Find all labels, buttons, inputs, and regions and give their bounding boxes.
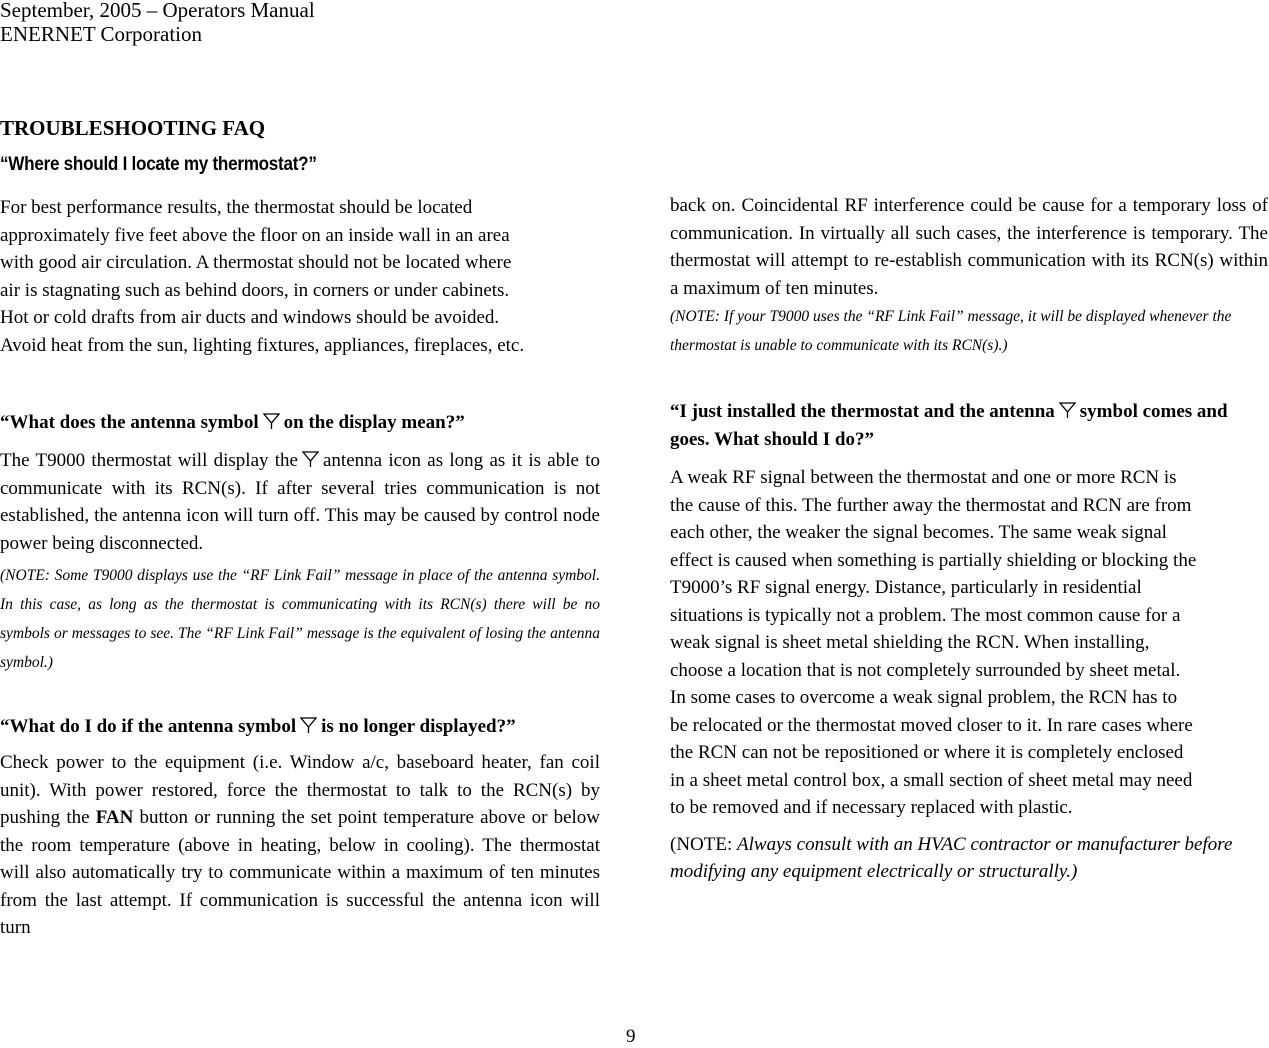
antenna-icon bbox=[300, 716, 317, 734]
antenna-icon bbox=[263, 412, 280, 430]
answer-line: T9000’s RF signal energy. Distance, particularly in residential bbox=[670, 577, 1142, 598]
question-text: “What does the antenna symbol bbox=[0, 412, 259, 433]
fan-button-label: FAN bbox=[95, 807, 134, 828]
answer-line: Avoid heat from the sun, lighting fixtures, appliances, fireplaces, etc. bbox=[0, 334, 525, 356]
answer-line: choose a location that is not completely surrounded by sheet metal. bbox=[670, 659, 1181, 681]
answer-line: effect is caused when something is partially shielding or blocking the bbox=[670, 549, 1197, 571]
question-text: on the display mean?” bbox=[283, 412, 465, 433]
answer-text: button or running the set point temperature above or below the room temperature (above in heating, below in cooling). The thermostat will also automatically try to communicate within a maximum of ten minutes from the last attempt. If communication is successful the antenna icon will turn bbox=[0, 807, 601, 938]
answer-line: be relocated or the thermostat moved closer to it. In rare cases where bbox=[670, 714, 1193, 736]
answer-line: In some cases to overcome a weak signal problem, the RCN has to bbox=[670, 687, 1178, 708]
note-rf-link-fail: (NOTE: Some T9000 displays use the “RF Link Fail” message in place of the antenna symbol. In this case, as long as the thermostat is communicating with its RCN(s) there will be no symbols or messages to see. The “RF Link Fail” message is the equivalent of losing the antenna symbol.) bbox=[0, 567, 600, 671]
header-company: ENERNET Corporation bbox=[0, 22, 203, 46]
answer-line: to be removed and if necessary replaced with plastic. bbox=[670, 797, 1073, 818]
answer-line: For best performance results, the thermostat should be located bbox=[0, 197, 473, 218]
question-antenna-missing bbox=[0, 713, 600, 741]
answer-line: in a sheet metal control box, a small section of sheet metal may need bbox=[670, 769, 1193, 791]
answer-line: each other, the weaker the signal becomes. The same weak signal bbox=[670, 522, 1167, 543]
answer-text: The T9000 thermostat will display the bbox=[0, 450, 298, 471]
antenna-icon bbox=[302, 450, 319, 468]
question-text: “What do I do if the antenna symbol bbox=[0, 716, 297, 737]
note-consult-contractor bbox=[670, 831, 1268, 886]
antenna-icon bbox=[1059, 401, 1076, 419]
answer-line: Hot or cold drafts from air ducts and windows should be avoided. bbox=[0, 307, 500, 328]
answer-antenna-meaning bbox=[0, 447, 600, 557]
answer-line: the cause of this. The further away the thermostat and RCN are from bbox=[670, 494, 1192, 516]
header-manual-date: September, 2005 – Operators Manual bbox=[0, 0, 315, 22]
answer-continuation: back on. Coincidental RF interference could be cause for a temporary loss of communication. In virtually all such cases, the interference is temporary. The thermostat will attempt to re-establish communication with its RCN(s) within a maximum of ten minutes. bbox=[670, 195, 1268, 299]
answer-line: air is stagnating such as behind doors, in corners or under cabinets. bbox=[0, 279, 510, 301]
question-locate-thermostat: “Where should I locate my thermostat?” bbox=[0, 154, 317, 175]
page-title: TROUBLESHOOTING FAQ bbox=[0, 116, 266, 140]
answer-text: Check power to the equipment (i.e. Window a/c, baseboard heater, fan coil unit). With power restored, force the thermostat to talk to the RCN(s) by pushing the bbox=[0, 752, 600, 828]
answer-line: approximately five feet above the floor on an inside wall in an area bbox=[0, 224, 510, 246]
answer-line: the RCN can not be repositioned or where it is completely enclosed bbox=[670, 742, 1184, 763]
answer-locate-thermostat bbox=[0, 194, 600, 359]
left-column bbox=[0, 194, 600, 942]
question-text: is no longer displayed?” bbox=[321, 716, 516, 737]
note-rf-link-fail-display: (NOTE: If your T9000 uses the “RF Link Fail” message, it will be displayed whenever the thermostat is unable to communicate with its RCN(s).) bbox=[670, 308, 1232, 354]
question-antenna-intermittent bbox=[670, 398, 1268, 454]
question-antenna-meaning bbox=[0, 409, 600, 437]
right-column bbox=[670, 192, 1268, 886]
answer-text: antenna icon as long as it is able to communicate with its RCN(s). If after several tries communication is not established, the antenna icon will turn off. This may be caused by control node power being disconnected. bbox=[0, 450, 600, 554]
answer-line: situations is typically not a problem. The most common cause for a bbox=[670, 604, 1181, 626]
answer-line: with good air circulation. A thermostat should not be located where bbox=[0, 252, 512, 273]
answer-antenna-missing bbox=[0, 749, 600, 942]
note-prefix: (NOTE: bbox=[670, 833, 738, 855]
question-text: symbol comes and goes. What should I do?” bbox=[670, 401, 1228, 450]
page-number: 9 bbox=[626, 1026, 636, 1047]
answer-line: weak signal is sheet metal shielding the RCN. When installing, bbox=[670, 632, 1150, 653]
answer-line: A weak RF signal between the thermostat and one or more RCN is bbox=[670, 467, 1177, 488]
note-body: Always consult with an HVAC contractor or manufacturer before modifying any equipment electrically or structurally.) bbox=[670, 833, 1233, 882]
answer-antenna-intermittent bbox=[670, 464, 1268, 822]
question-text: “I just installed the thermostat and the antenna bbox=[670, 401, 1055, 422]
